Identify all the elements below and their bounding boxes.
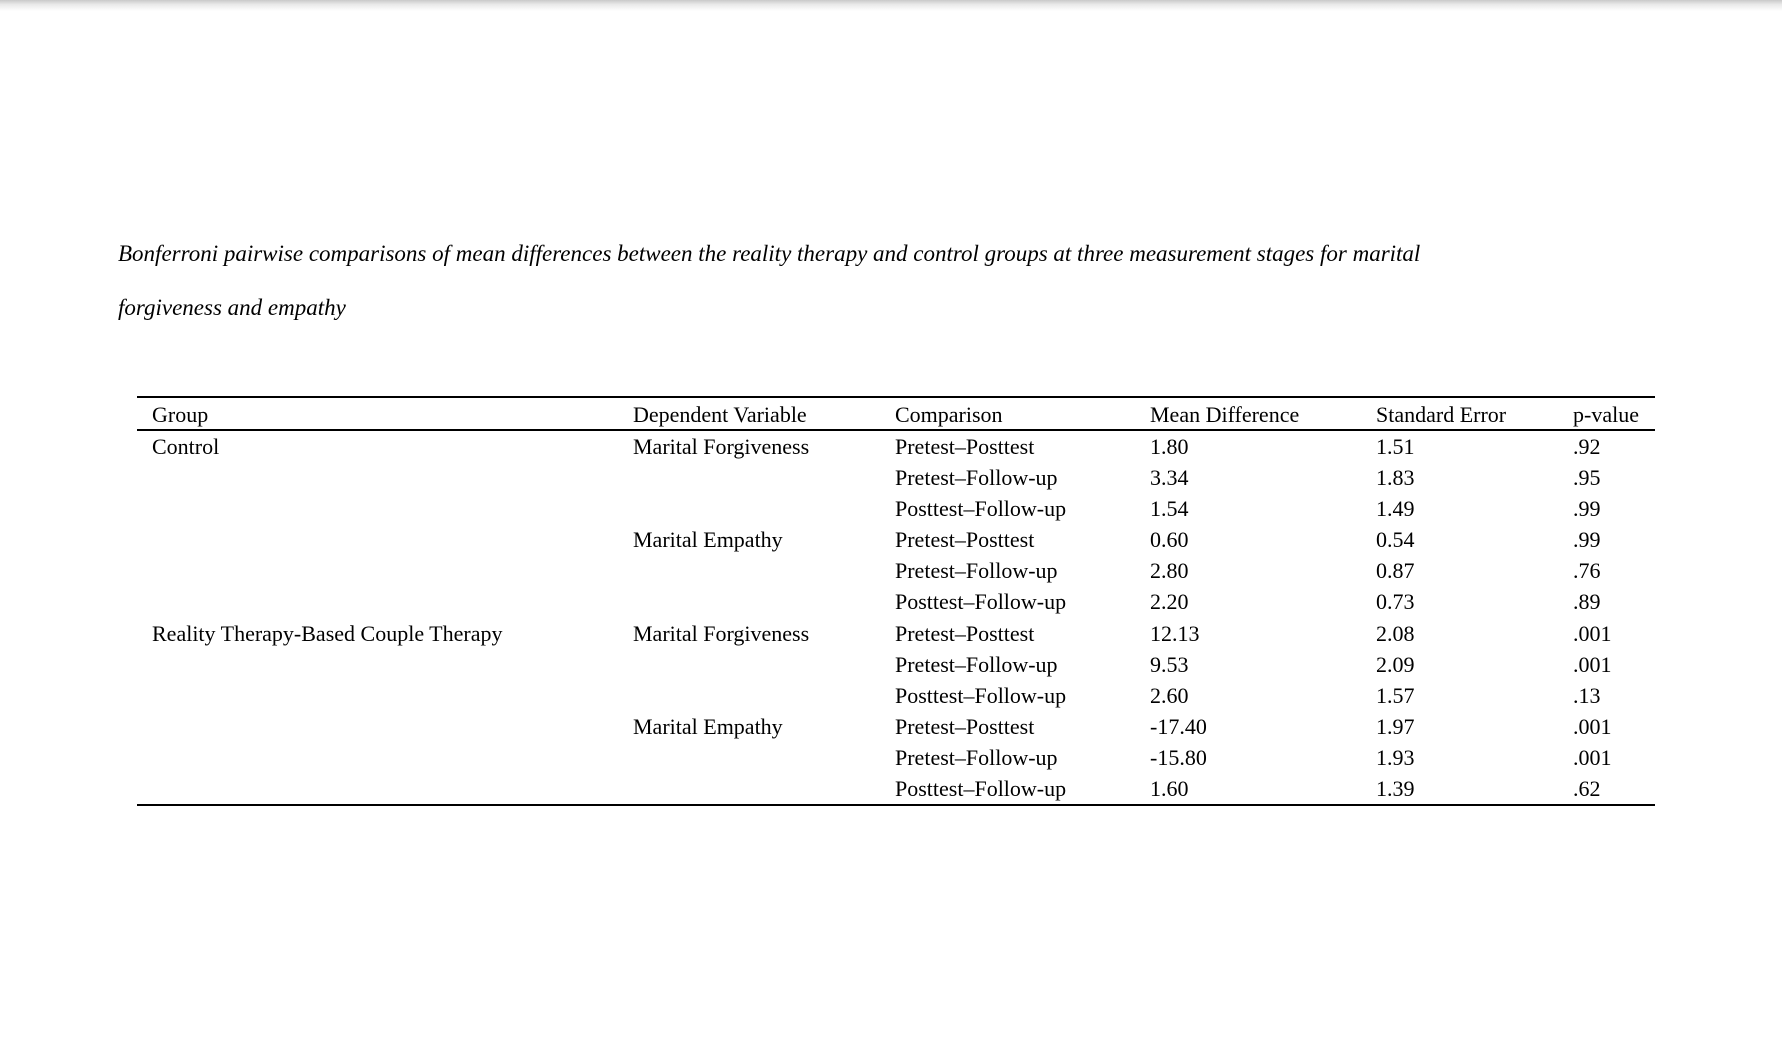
cell-p-value: .76 [1573,558,1601,584]
cell-standard-error: 2.09 [1376,651,1415,677]
cell-group [137,462,633,493]
cell-group [137,680,633,711]
cell-dependent-variable: Marital Empathy [633,527,783,553]
table-caption-line-2: forgiveness and empathy [118,295,346,320]
cell-comparison: Pretest–Follow-up [895,465,1058,491]
table-row [137,649,1655,680]
cell-group [137,524,633,555]
bonferroni-comparisons-table [137,396,1655,806]
table-row [137,773,1655,804]
table-header-row [137,398,1655,431]
cell-group [137,493,633,524]
table-row [137,431,1655,462]
cell-mean-difference: 12.13 [1150,620,1200,646]
cell-group [137,711,633,742]
cell-mean-difference: 9.53 [1150,651,1189,677]
table-body [137,431,1655,804]
cell-p-value: .001 [1573,620,1612,646]
cell-comparison: Posttest–Follow-up [895,496,1067,522]
cell-dependent-variable [633,586,895,617]
cell-standard-error: 1.39 [1376,776,1415,802]
cell-comparison: Pretest–Follow-up [895,558,1058,584]
cell-dependent-variable [633,742,895,773]
cell-comparison: Pretest–Posttest [895,434,1035,459]
table-row [137,742,1655,773]
cell-group [137,555,633,586]
cell-p-value: .001 [1573,744,1612,770]
cell-p-value: .92 [1573,434,1601,459]
cell-standard-error: 0.73 [1376,589,1415,615]
cell-dependent-variable [633,773,895,804]
cell-standard-error: 1.51 [1376,434,1415,459]
cell-standard-error: 0.87 [1376,558,1415,584]
cell-mean-difference: 1.54 [1150,496,1189,522]
cell-group [137,742,633,773]
cell-p-value: .62 [1573,776,1601,802]
cell-standard-error: 1.49 [1376,496,1415,522]
column-header-group: Group [152,402,209,427]
cell-standard-error: 0.54 [1376,527,1415,553]
cell-comparison: Posttest–Follow-up [895,776,1067,802]
cell-p-value: .99 [1573,496,1601,522]
cell-group [137,649,633,680]
cell-standard-error: 1.57 [1376,682,1415,708]
cell-comparison: Posttest–Follow-up [895,682,1067,708]
column-header-dependent-variable: Dependent Variable [633,402,807,427]
table-row [137,493,1655,524]
cell-standard-error: 1.93 [1376,744,1415,770]
cell-comparison: Pretest–Posttest [895,713,1035,739]
cell-group: Control [152,434,220,459]
cell-mean-difference: -15.80 [1150,744,1207,770]
cell-standard-error: 1.97 [1376,713,1415,739]
cell-p-value: .001 [1573,713,1612,739]
cell-dependent-variable [633,555,895,586]
cell-dependent-variable [633,462,895,493]
table-row [137,680,1655,711]
cell-comparison: Pretest–Follow-up [895,651,1058,677]
cell-dependent-variable [633,649,895,680]
cell-dependent-variable: Marital Forgiveness [633,620,810,646]
cell-dependent-variable [633,493,895,524]
cell-dependent-variable [633,680,895,711]
table-row [137,555,1655,586]
cell-mean-difference: -17.40 [1150,713,1207,739]
cell-group: Reality Therapy-Based Couple Therapy [152,620,503,646]
cell-group [137,586,633,617]
table-caption [118,227,1678,335]
cell-comparison: Posttest–Follow-up [895,589,1067,615]
page-top-edge-shadow [0,0,1782,11]
cell-dependent-variable: Marital Forgiveness [633,434,810,459]
cell-p-value: .99 [1573,527,1601,553]
cell-dependent-variable: Marital Empathy [633,713,783,739]
cell-p-value: .89 [1573,589,1601,615]
cell-p-value: .95 [1573,465,1601,491]
cell-mean-difference: 2.80 [1150,558,1189,584]
cell-mean-difference: 2.20 [1150,589,1189,615]
column-header-standard-error: Standard Error [1376,402,1507,427]
cell-mean-difference: 0.60 [1150,527,1189,553]
table-row [137,462,1655,493]
cell-comparison: Pretest–Posttest [895,620,1035,646]
table-caption-line-1: Bonferroni pairwise comparisons of mean differences between the reality therapy and control groups at three measurement stages for marital [118,241,1421,266]
table-row [137,586,1655,617]
cell-comparison: Pretest–Posttest [895,527,1035,553]
table-row [137,524,1655,555]
column-header-mean-difference: Mean Difference [1150,402,1300,427]
cell-comparison: Pretest–Follow-up [895,744,1058,770]
cell-mean-difference: 1.60 [1150,776,1189,802]
cell-mean-difference: 3.34 [1150,465,1189,491]
cell-p-value: .13 [1573,682,1601,708]
cell-mean-difference: 1.80 [1150,434,1189,459]
cell-standard-error: 2.08 [1376,620,1415,646]
cell-p-value: .001 [1573,651,1612,677]
column-header-p-value: p-value [1573,402,1639,427]
cell-mean-difference: 2.60 [1150,682,1189,708]
cell-group [137,773,633,804]
column-header-comparison: Comparison [895,402,1003,427]
cell-standard-error: 1.83 [1376,465,1415,491]
table-row [137,711,1655,742]
table-row [137,618,1655,649]
